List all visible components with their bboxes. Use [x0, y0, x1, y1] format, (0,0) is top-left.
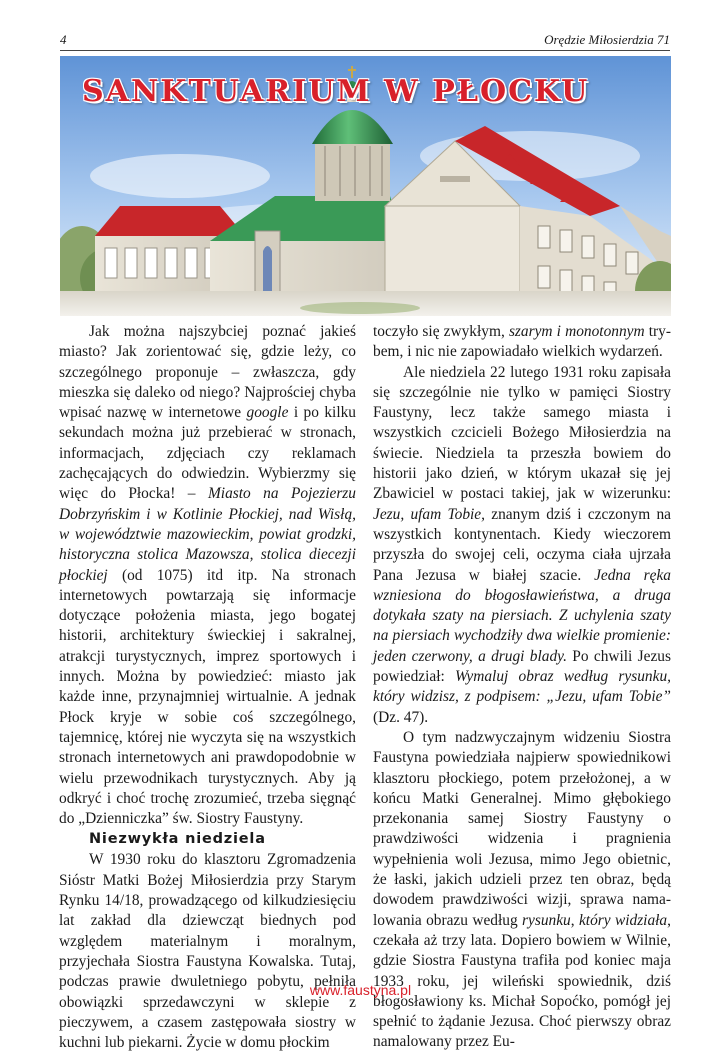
- text: (Dz. 47).: [373, 708, 429, 726]
- page-number: 4: [60, 32, 67, 47]
- paragraph: [373, 322, 671, 363]
- paragraph: W 1930 roku do klasztoru Zgromadzenia Sióstr Matki Bożej Miłosierdzia przy Starym Rynku 14/18, prowadzącego od kilkudziesięciu lat zakład dla dziewcząt biednych pod względem materialnym i moralnym, przyjechała Siostra Faustyna Kowalska. Tutaj, podczas prawie dwuletniego pobytu, pełniła obowiązki sprzedawczyni w sklepie z pieczywem, a czasem zastępowała siostry w kuchni lub piekarni. Życie w domu płockim: [59, 851, 356, 1052]
- text-italic: Wymaluj obraz według rysunku, który widzisz, z podpisem: „Jezu, ufam Tobie”: [373, 668, 671, 706]
- text-italic: który widziała: [578, 911, 668, 929]
- text: znanym dziś i czczonym na wszystkich kontynentach. Kiedy wieczorem przyszła do swojej celi, oczyma ciała ujrzała Pana Jezusa w białej szacie.: [373, 505, 671, 584]
- text-italic: rysunku: [522, 911, 571, 929]
- article-column-right: [373, 322, 671, 1053]
- paragraph: [373, 728, 671, 1053]
- paragraph: [373, 363, 671, 728]
- text-italic: szarym i monotonnym: [508, 323, 645, 340]
- paragraph: [59, 322, 356, 829]
- text: Jak można najszybciej poznać jakieś miasto? Jak zorientować się, gdzie leży, co szczególnego proponuje – zwłaszcza, gdy mieszka się daleko od niego? Najprościej chyba wpisać nazwę w internetowe: [59, 323, 356, 422]
- text: O tym nadzwyczajnym widzeniu Siostra Faustyna powiedziała najpierw spowiednikowi klasztoru płockiego, potem przełożonej, a w końcu Matki Generalnej. Mimo głębokiego przekonania samej Siostry Faustyny o prawdziwości widzenia i pragnienia wypełnienia woli Jezusa, mimo Jego obietnic, że łaski, jakich udzieli przez ten obraz, będą dowodem prawdziwości wizji, sprawa namalowania obrazu według: [373, 728, 671, 929]
- text: trybem, i nic nie zapowiadało wielkich wydarzeń.: [373, 323, 671, 361]
- text: (od 1075) itd itp. Na stronach internetowych powtarzają się informacje dotyczące położenia miasta, jego bogatej historii, architektury świeckiej i sakralnej, atrakcji turystycznych, imprez sportowych i innych. Można by powiedzieć: miasto jak każde inne, przynajmniej wirtualnie. A jednak Płock kryje w sobie coś szczególnego, tajemnicę, której nie wyczyta się na wszystkich stronach internetowych ani prawdopodobnie w wielu przewodnikach turystycznych. Aby ją odkryć i choć trochę zrozumieć, trzeba sięgnąć do „Dzienniczka” św. Siostry Faustyny.: [59, 566, 356, 828]
- article-column-left: [59, 322, 356, 1053]
- text: Po chwili Jezus powiedział:: [373, 647, 671, 686]
- text: i po kilku sekundach można już przebierać w stronach, informacjach, zdjęciach czy reklamach zachęcających do odwiedzin. Wybierzmy się więc do Płocka! –: [59, 404, 356, 503]
- page-title: SANKTUARIUM W PŁOCKU: [82, 74, 590, 109]
- text: ,: [570, 911, 579, 929]
- text: toczyło się zwykłym,: [373, 323, 509, 340]
- page-header: [60, 28, 670, 51]
- text-italic: Jezu, ufam Tobie,: [373, 505, 485, 523]
- hero-image: [60, 56, 671, 316]
- section-heading: Niezwykła niedziela: [89, 831, 266, 848]
- text-italic: Jedna ręka wzniesiona do błogosławieństwa, a druga dotykała szaty na piersiach. Z uchylenia szaty na piersiach wychodziły dwa wielkie promienie: jeden czerwony, a drugi blady.: [373, 566, 672, 665]
- text: Ale niedziela 22 lutego 1931 roku zapisała się szczególnie nie tylko w pamięci Siostry Faustyny, lecz także samego miasta i wszystkich czcicieli Bożego Miłosierdzia na świecie. Niedziela ta przeszła bowiem do historii jako dzień, w którym ukazał się jej Zbawiciel w postaci takiej, jak w wizerunku:: [373, 363, 671, 503]
- text: , czekała aż trzy lata. Dopiero bowiem w Wilnie, gdzie Siostra Faustyna trafiła pod koniec maja 1933 roku, jej wileński spowiednik, dziś błogosławiony ks. Michał Sopoćko, pomógł jej spełnić to żądanie Jezusa. Choć pierwszy obraz namalowany przez Eu-: [373, 911, 671, 1051]
- text-italic: google: [246, 404, 289, 422]
- magazine-title: Orędzie Miłosierdzia 71: [544, 32, 670, 47]
- text-italic: Miasto na Pojezierzu Dobrzyńskim i w Kotlinie Płockiej, nad Wisłą, w województwie mazowieckim, powiat grodzki, historyczna stolica Mazowsza, stolica diecezji płockiej: [59, 485, 356, 584]
- footer-link[interactable]: www.faustyna.pl: [309, 982, 412, 998]
